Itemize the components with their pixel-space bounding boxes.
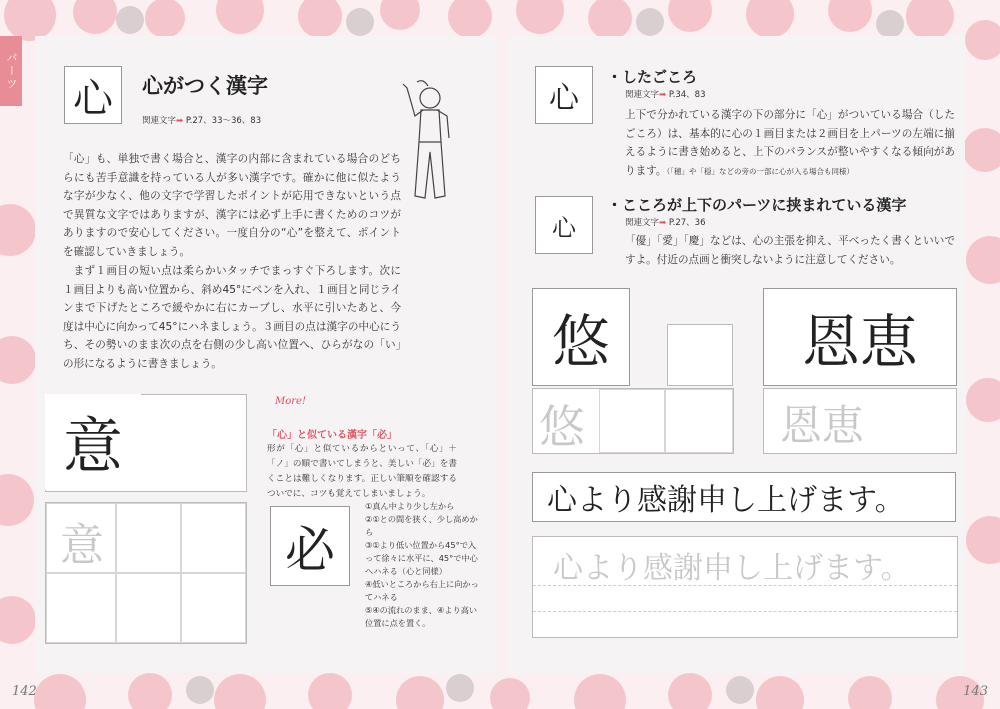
related-chars-1: 関連文字➡ P.34、83 (625, 90, 706, 100)
step-3: ③①より低い位置から45°で入って徐々に水平に、45°で中心へハネる（心と同様） (365, 540, 478, 576)
woman-illustration (395, 76, 465, 206)
hitsu-char-box: 必 (270, 506, 350, 586)
right-page (507, 36, 965, 673)
sentence-example: 心より感謝申し上げます。 (532, 472, 956, 522)
more-title: 「心」と似ている漢字「必」 (267, 430, 397, 441)
related-chars-2: 関連文字➡ P.27、36 (625, 218, 706, 228)
practice-grid[interactable] (45, 502, 247, 644)
stroke-steps (365, 500, 483, 630)
left-page (35, 36, 497, 673)
stroke-paragraph: まず１画目の短い点は柔らかいタッチでまっすぐ下ろします。次に１画目よりも高い位置から、斜め45°にペンを入れ、１画目と同じラインまで下げたところで緩やかに右にカーブし、水平に引いたあと、今度は中心に向かって45°にハネましょう。３画目の点は漢字の中心にうち、その勢いのまま次の点を右側の少し高い位置へ、ひらがなの「い」の形になるように書きましょう。 (63, 265, 401, 370)
example-box (45, 394, 247, 492)
sentence-practice-grid[interactable] (532, 536, 958, 638)
left-page-number: 142 (12, 684, 37, 699)
heading-shitagokoro: ・したごころ (607, 68, 698, 86)
more-label: More! (275, 396, 306, 407)
example-char: 意 (45, 394, 141, 490)
trace-yuu: 悠 (539, 400, 585, 454)
shitagokoro-text: 上下で分かれている漢字の下の部分に「心」がついている場合（したごころ）は、基本的に心の１画目または２画目を上パーツの左端に揃えるように書き始めると、上下のバランスが整いやすくなる傾向があります。（「穂」や「穏」などの旁の一部に心が入る場合も同様） (625, 109, 955, 177)
main-char-box: 心 (64, 66, 122, 124)
example-on-kei: 恩 恵 (763, 288, 957, 386)
sandwiched-text: 「優」「愛」「慶」などは、心の主張を抑え、平べったく書くといいですよ。付近の点画と衝突しないように注意してください。 (625, 235, 955, 266)
step-5: ⑤④の流れのまま、④より高い位置に点を置く。 (365, 605, 478, 628)
trace-sentence: 心より感謝申し上げます。 (553, 551, 911, 586)
step-2: ②①との間を狭く、少し高めから (365, 514, 478, 537)
intro-paragraph: 「心」も、単独で書く場合と、漢字の内部に含まれている場合のどちらにも苦手意識を持っている人が多い漢字です。確かに他に似たような字が少なく、他の文字で学習したポイントが応用できないという点で異質な文字ではありますが、漢字には必ず上手に書くためのコツがありますので安心してください。一度自分の“心”を整えて、ポイントを確認していきましょう。 (63, 153, 401, 258)
step-1: ①真ん中より少し左から (365, 501, 455, 511)
char-box-1: 心 (535, 66, 593, 124)
blank-cell[interactable] (667, 324, 733, 386)
example-yuu: 悠 (532, 288, 630, 386)
practice-yuu-grid[interactable] (532, 388, 734, 454)
section-tab: パーツ (0, 36, 22, 106)
heading-sandwiched: ・こころが上下のパーツに挟まれている漢字 (607, 196, 907, 214)
step-4: ④低いところから右上に向かってハネる (365, 579, 479, 602)
page-title: 心がつく漢字 (142, 74, 268, 98)
trace-on-kei: 恩恵 (780, 401, 865, 450)
related-chars: 関連文字➡ P.27、33～36、83 (142, 116, 262, 126)
right-page-number: 143 (963, 684, 988, 699)
trace-char: 意 (60, 520, 104, 571)
practice-on-kei-grid[interactable] (763, 388, 957, 454)
more-text: 形が「心」と似ているからといって、「心」＋「ノ」の順で書いてしまうと、美しい「必」を書くことは難しくなります。正しい筆順を確認するついでに、コツも覚えてしまいましょう。 (267, 444, 457, 499)
char-box-2: 心 (535, 196, 593, 254)
